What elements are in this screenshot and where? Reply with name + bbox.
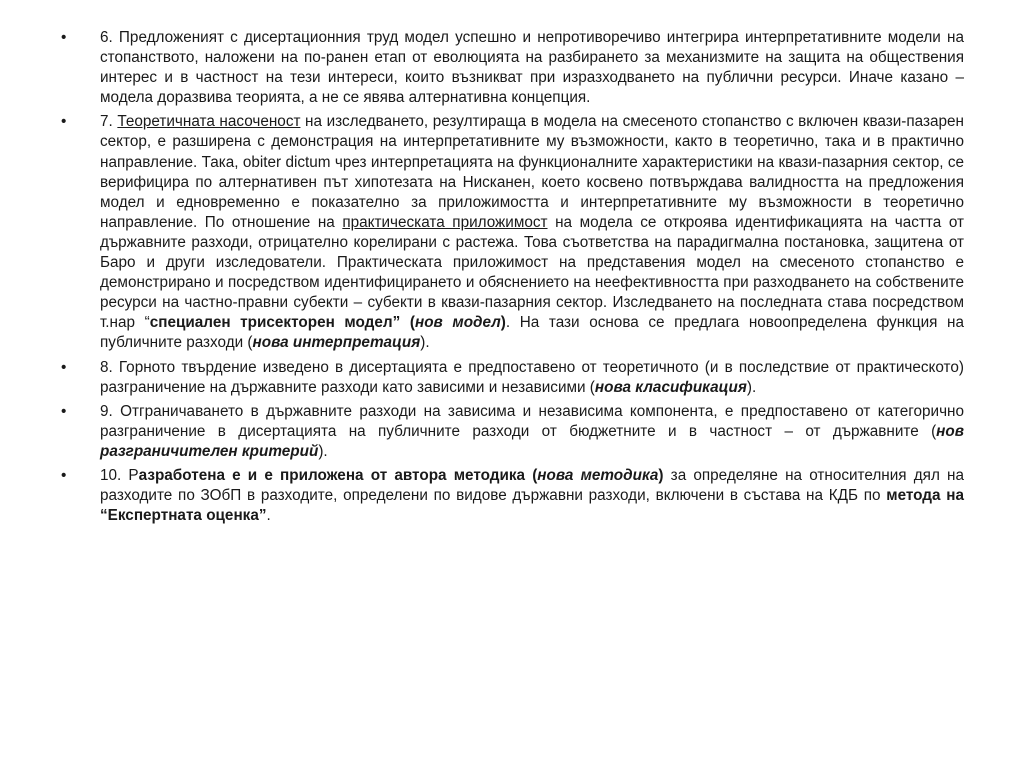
contribution-list [61,28,964,526]
item-text: 9. Отграничаването в държавните разходи на зависима и независима компонента, е предпоставено от категорично разграничение в дисертацията на публичните разходи от бюджетните и в частност – от държавните ( [100,402,964,440]
item-text: ). [420,334,430,352]
item-text: . [266,507,271,525]
item-text: 8. Горното твърдение изведено в дисертацията е предпоставено от теоретичното (и в последствие от практическото) разграничение на държавните разходи като зависими и независими ( [100,358,964,396]
underlined-term: практическата приложимост [342,213,548,231]
bold-term: метода на “Експертната оценка” [100,487,964,525]
bold-term: азработена е и е приложена от автора методика ( [138,466,538,484]
bold-italic-term: нова интерпретация [252,334,421,352]
bullet-glyph: • [61,113,67,131]
item-text: . На тази основа се предлага новоопределена функция на публичните разходи ( [100,314,964,352]
item-text: ). [746,378,757,396]
bullet-glyph: • [61,466,67,484]
underlined-term: Теоретичната насоченост [117,113,301,131]
bold-italic-term: нов модел [414,314,501,332]
list-item [61,358,964,398]
item-text: за определяне на относителния дял на разходите по ЗОбП в разходите, определени по видове държавни разходи, включени в състава на КДБ по [100,466,964,505]
item-text: ). [318,442,328,460]
list-item [61,466,964,526]
bullet-glyph: • [61,402,67,420]
bold-italic-term: нова класификация [594,378,747,396]
item-text: на модела се откроява идентификацията на частта от държавните разходи, отрицателно корелирани с растежа. Това съответства на парадигмална постановка, защитена от Баро и други изследователи. Практическата приложимост на представения модел на смесеното стопанство е демонстрирано и посредством идентифицирането и обяснението на неефективността при разходването на собствените ресурси на частно-правни субекти – субекти в квази-пазарния сектор. Изследването на последната става посредством т.нар “ [100,213,964,332]
list-item [61,112,964,353]
item-text: 7. [100,113,118,131]
list-item [61,402,964,462]
bold-italic-term: нова методика [537,466,659,484]
bullet-glyph: • [61,358,67,376]
bold-term: ) [500,314,506,332]
item-text: 10. Р [100,466,139,484]
bold-term: специален трисекторен модел” ( [149,314,415,332]
bold-term: ) [658,466,664,484]
list-item [61,28,964,108]
item-text: на изследването, резултираща в модела на смесеното стопанство с включен квази-пазарен сектор, е разширена с демонстрация на интерпретативните му възможности, както в теоретично, така и в практично направление. Така, obiter dictum чрез интерпретацията на функционалните характеристики на квази-пазарния сектор, се верифицира по алтернативен път хипотезата на Нисканен, което косвено потвърждава валидността на предложения модел и едновременно е показателно за приложимостта и интерпретативните му възможности в теоретично направление. По отношение на [100,113,964,231]
bold-italic-term: нов разграничителен критерий [100,422,964,460]
item-text: 6. Предложеният с дисертационния труд модел успешно и непротиворечиво интегрира интерпретативните модели на стопанството, наложени на по-ранен етап от еволюцията на разбирането за механизмите на защита на обществения интерес и в частност на тези интереси, които възникват при изразходването на публични ресурси. Иначе казано – модела доразвива теорията, а не се явява алтернативна концепция. [100,29,964,107]
bullet-glyph: • [61,29,67,46]
